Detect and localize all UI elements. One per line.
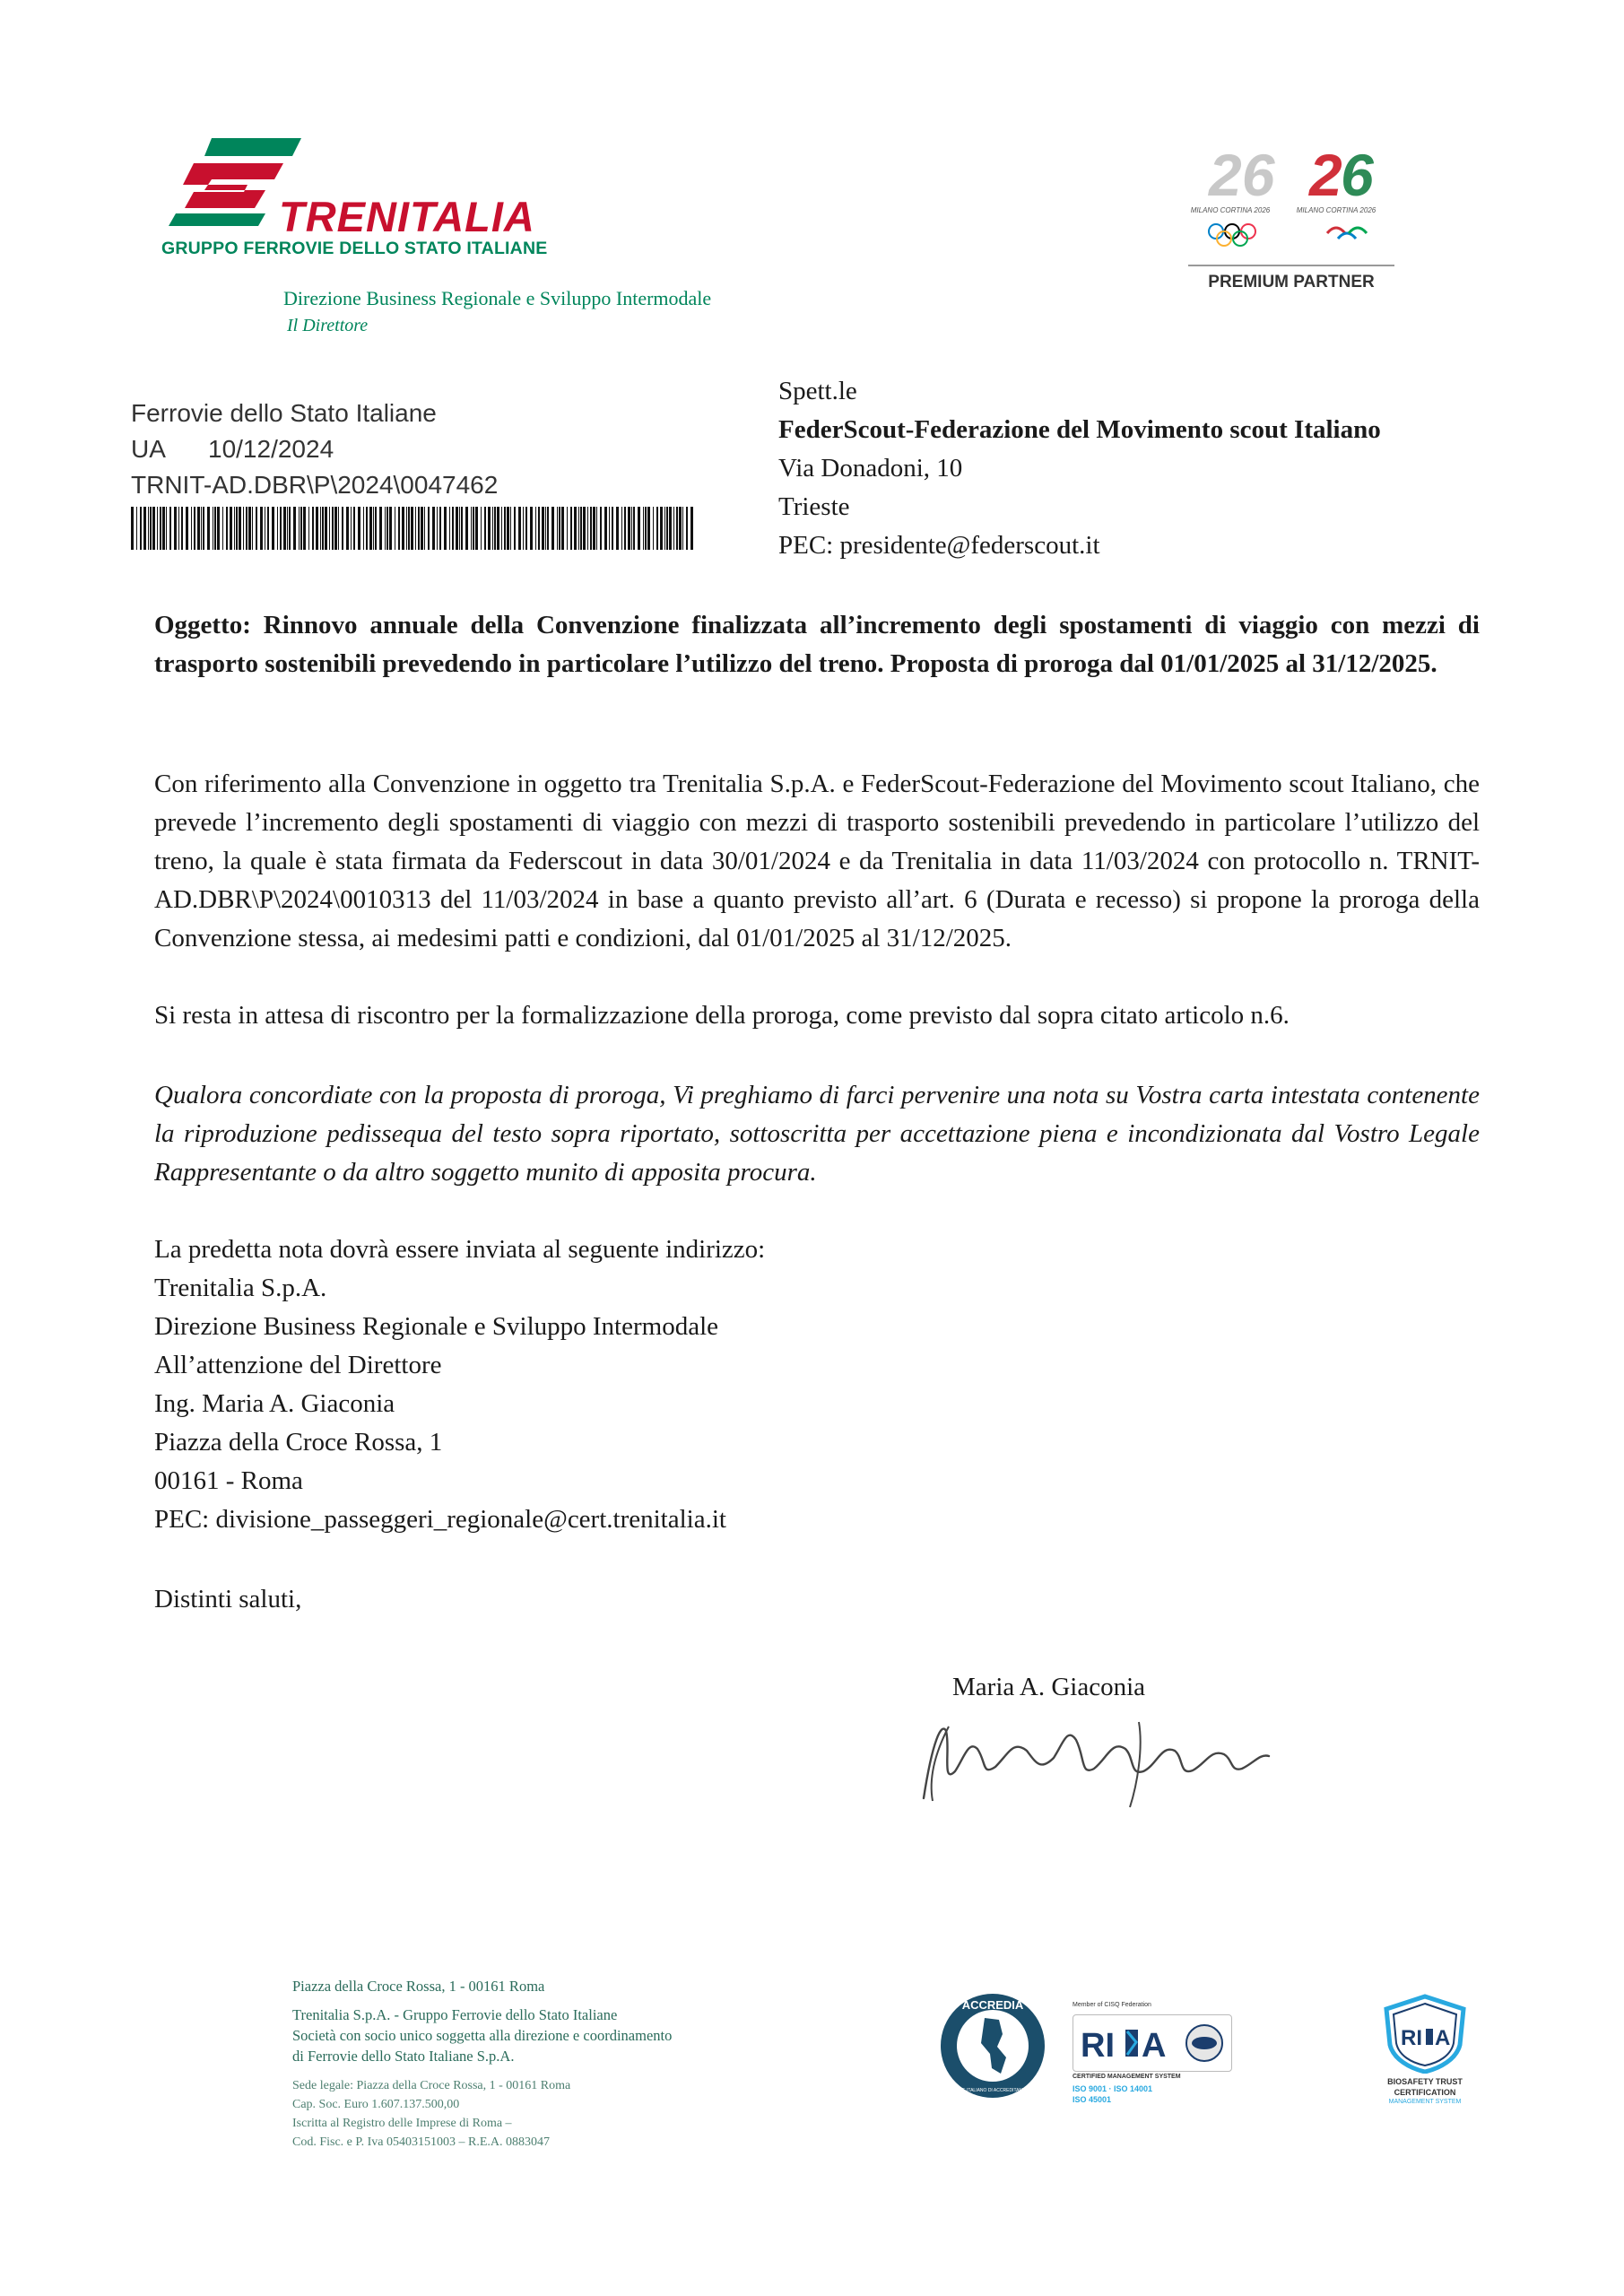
barcode-bar xyxy=(308,507,309,550)
svg-text:26: 26 xyxy=(1209,142,1275,208)
barcode-bar xyxy=(252,507,253,550)
accredia-label: ACCREDIA xyxy=(961,1998,1024,2012)
barcode-bar xyxy=(342,507,343,550)
stamp-date: 10/12/2024 xyxy=(208,435,334,463)
barcode-bar xyxy=(303,507,306,550)
barcode-bar xyxy=(230,507,232,550)
barcode-bar xyxy=(432,507,435,550)
barcode-bar xyxy=(624,507,626,550)
barcode-bar xyxy=(481,507,482,550)
svg-text:RI: RI xyxy=(1081,2027,1115,2065)
barcode-bar xyxy=(131,507,134,550)
barcode-icon xyxy=(131,507,694,550)
barcode-bar xyxy=(475,507,478,550)
address-line: Ing. Maria A. Giaconia xyxy=(154,1389,395,1418)
barcode-bar xyxy=(590,507,592,550)
barcode-bar xyxy=(300,507,302,550)
barcode-bar xyxy=(507,507,509,550)
stamp-org: Ferrovie dello Stato Italiane xyxy=(131,399,437,427)
barcode-bar xyxy=(207,507,210,550)
rina-mark-icon xyxy=(1073,2015,1231,2071)
barcode-bar xyxy=(363,507,364,550)
barcode-bar xyxy=(373,507,374,550)
barcode-bar xyxy=(494,507,496,550)
barcode-bar xyxy=(514,507,516,550)
footer-company-line: di Ferrovie dello Stato Italiane S.p.A. xyxy=(292,2048,515,2065)
rina-bio-caption: MANAGEMENT SYSTEM xyxy=(1388,2099,1462,2105)
barcode-bar xyxy=(604,507,607,550)
handwritten-signature xyxy=(906,1686,1282,1821)
barcode-bar xyxy=(272,507,274,550)
address-line: 00161 - Roma xyxy=(154,1466,303,1495)
barcode-bar xyxy=(492,507,493,550)
barcode-bar xyxy=(574,507,577,550)
barcode-bar xyxy=(559,507,560,550)
barcode-bar xyxy=(194,507,195,550)
barcode-bar xyxy=(178,507,179,550)
barcode-bar xyxy=(424,507,425,550)
barcode-bar xyxy=(283,507,286,550)
barcode-bar xyxy=(136,507,137,550)
barcode-bar xyxy=(484,507,486,550)
svg-text:A: A xyxy=(1435,2026,1451,2050)
barcode-bar xyxy=(580,507,582,550)
rina-iso-text: ISO 9001 · ISO 14001 xyxy=(1073,2084,1153,2093)
barcode-bar xyxy=(421,507,423,550)
recipient-pec: PEC: presidente@federscout.it xyxy=(778,531,1100,560)
barcode-bar xyxy=(465,507,468,550)
rina-mark-frame xyxy=(1073,2014,1232,2072)
barcode-bar xyxy=(676,507,678,550)
barcode-bar xyxy=(267,507,269,550)
barcode-bar xyxy=(459,507,460,550)
barcode-bar xyxy=(525,507,527,550)
barcode-bar xyxy=(186,507,188,550)
barcode-bar xyxy=(439,507,441,550)
barcode-bar xyxy=(452,507,454,550)
barcode-bar xyxy=(236,507,238,550)
rina-bio-subtitle: CERTIFICATION xyxy=(1394,2088,1456,2097)
barcode-bar xyxy=(234,507,235,550)
svg-text:RI: RI xyxy=(1401,2026,1422,2050)
barcode-bar xyxy=(299,507,300,550)
barcode-bar xyxy=(638,507,640,550)
barcode-bar xyxy=(418,507,420,550)
partner-divider xyxy=(1188,265,1394,266)
barcode-bar xyxy=(645,507,647,550)
barcode-bar xyxy=(669,507,672,550)
footer-address: Piazza della Croce Rossa, 1 - 00161 Roma xyxy=(292,1978,545,1995)
address-line: Piazza della Croce Rossa, 1 xyxy=(154,1428,443,1457)
barcode-bar xyxy=(277,507,278,550)
barcode-bar xyxy=(366,507,368,550)
footer-legal-line: Iscritta al Registro delle Imprese di Roma – xyxy=(292,2117,512,2130)
barcode-bar xyxy=(152,507,155,550)
letter-subject: Oggetto: Rinnovo annuale della Convenzione finalizzata all’incremento degli spostamenti di viaggio con mezzi di trasporto sostenibili prevedendo in particolare l’utilizzo del treno. Proposta di proroga dal 01/01/2025 al 31/12/2025. xyxy=(154,611,1480,678)
barcode-bar xyxy=(332,507,334,550)
barcode-bar xyxy=(656,507,658,550)
barcode-bar xyxy=(408,507,410,550)
recipient-name: FederScout-Federazione del Movimento scout Italiano xyxy=(778,415,1381,444)
barcode-bar xyxy=(583,507,586,550)
milano-cortina-logos-icon xyxy=(1184,135,1399,260)
letter-paragraph-3: Qualora concordiate con la proposta di proroga, Vi preghiamo di farci pervenire una nota su Vostra carta intestata contenente la riproduzione pedissequa del testo sopra riportato, sottoscritta per accettazione piena e incondizionata dal Vostro Legale Rappresentante o da altro soggetto munito di apposita procura. xyxy=(154,1081,1480,1187)
partner-event-olympic: MILANO CORTINA 2026 xyxy=(1190,206,1271,214)
barcode-bar xyxy=(203,507,204,550)
barcode-bar xyxy=(214,507,216,550)
barcode-bar xyxy=(612,507,613,550)
barcode-bar xyxy=(217,507,220,550)
barcode-bar xyxy=(578,507,579,550)
barcode-bar xyxy=(386,507,388,550)
rina-system-text: CERTIFIED MANAGEMENT SYSTEM xyxy=(1073,2074,1181,2080)
barcode-bar xyxy=(402,507,404,550)
barcode-bar xyxy=(497,507,499,550)
barcode-bar xyxy=(593,507,595,550)
barcode-bar xyxy=(369,507,372,550)
barcode-bar xyxy=(690,507,693,550)
department-name: Direzione Business Regionale e Sviluppo Intermodale xyxy=(283,287,712,309)
barcode-bar xyxy=(551,507,554,550)
barcode-bar xyxy=(473,507,474,550)
barcode-bar xyxy=(329,507,330,550)
barcode-bar xyxy=(616,507,619,550)
address-line: Trenitalia S.p.A. xyxy=(154,1274,327,1302)
rina-cisq-logo xyxy=(1073,2002,1234,2109)
recipient-salutation: Spett.le xyxy=(778,377,857,405)
barcode-bar xyxy=(346,507,349,550)
brand-name: TRENITALIA xyxy=(279,193,535,240)
footer-company-line: Trenitalia S.p.A. - Gruppo Ferrovie dello Stato Italiane xyxy=(292,2006,618,2023)
barcode-bar xyxy=(501,507,502,550)
barcode-bar xyxy=(312,507,314,550)
barcode-bar xyxy=(686,507,688,550)
barcode-bar xyxy=(289,507,291,550)
barcode-bar xyxy=(415,507,416,550)
recipient-street: Via Donadoni, 10 xyxy=(778,454,963,483)
address-line: All’attenzione del Direttore xyxy=(154,1351,442,1379)
barcode-bar xyxy=(143,507,146,550)
barcode-bar xyxy=(609,507,610,550)
barcode-bar xyxy=(510,507,511,550)
barcode-bar xyxy=(647,507,650,550)
barcode-bar xyxy=(222,507,223,550)
barcode-bar xyxy=(316,507,318,550)
barcode-bar xyxy=(682,507,683,550)
letter-paragraph-1: Con riferimento alla Convenzione in oggetto tra Trenitalia S.p.A. e FederScout-Federazione del Movimento scout Italiano, che prevede l’incremento degli spostamenti di viaggio con mezzi di trasporto sostenibili prevedendo in particolare l’utilizzo del treno, la quale è stata firmata da Federscout in data 30/01/2024 e da Trenitalia in data 11/03/2024 con protocollo n. TRNIT-AD.DBR\P\2024\0010313 del 11/03/2024 in base a quanto previsto all’art. 6 (Durata e recesso) si propone la proroga della Convenzione stessa, ai medesimi patti e condizioni, dal 01/01/2025 al 31/12/2025. xyxy=(154,770,1480,952)
shield-icon xyxy=(1367,1993,1483,2074)
partner-label: PREMIUM PARTNER xyxy=(1208,273,1375,291)
barcode-bar xyxy=(338,507,339,550)
olympic-partner-badge xyxy=(1184,135,1417,305)
barcode-bar xyxy=(157,507,158,550)
barcode-bar xyxy=(523,507,524,550)
barcode-bar xyxy=(334,507,337,550)
barcode-bar xyxy=(243,507,244,550)
closing: Distinti saluti, xyxy=(154,1585,302,1613)
barcode-bar xyxy=(587,507,588,550)
barcode-bar xyxy=(666,507,668,550)
barcode-bar xyxy=(140,507,142,550)
rina-iso-text: ISO 45001 xyxy=(1073,2095,1112,2104)
barcode-bar xyxy=(530,507,533,550)
barcode-bar xyxy=(385,507,386,550)
barcode-bar xyxy=(174,507,177,550)
barcode-bar xyxy=(226,507,228,550)
barcode-bar xyxy=(353,507,355,550)
barcode-bar xyxy=(561,507,564,550)
barcode-bar xyxy=(375,507,377,550)
footer-legal-line: Cod. Fisc. e P. Iva 05403151003 – R.E.A. 0883047 xyxy=(292,2135,550,2149)
barcode-bar xyxy=(621,507,622,550)
barcode-bar xyxy=(246,507,248,550)
barcode-bar xyxy=(535,507,536,550)
accredia-sub-label: L'ENTE ITALIANO DI ACCREDITAMENTO xyxy=(950,2088,1036,2093)
barcode-bar xyxy=(557,507,558,550)
accredia-logo-icon xyxy=(938,1991,1047,2100)
barcode-bar xyxy=(322,507,324,550)
barcode-bar xyxy=(631,507,632,550)
barcode-bar xyxy=(545,507,546,550)
stamp-office: UA xyxy=(131,435,166,463)
barcode-bar xyxy=(162,507,165,550)
barcode-bar xyxy=(596,507,597,550)
barcode-bar xyxy=(567,507,568,550)
barcode-bar xyxy=(287,507,288,550)
barcode-bar xyxy=(358,507,360,550)
barcode-bar xyxy=(488,507,491,550)
footer-legal-line: Sede legale: Piazza della Croce Rossa, 1 - 00161 Roma xyxy=(292,2079,571,2092)
letter-paragraph-2: Si resta in attesa di riscontro per la formalizzazione della proroga, come previsto dal sopra citato articolo n.6. xyxy=(154,1001,1290,1030)
stamp-reference: TRNIT-AD.DBR\P\2024\0047462 xyxy=(131,471,499,499)
trenitalia-logo xyxy=(158,133,561,267)
barcode-bar xyxy=(600,507,602,550)
footer-legal-line: Cap. Soc. Euro 1.607.137.500,00 xyxy=(292,2098,460,2111)
barcode-bar xyxy=(411,507,413,550)
department-role: Il Direttore xyxy=(287,316,369,335)
barcode-bar xyxy=(325,507,327,550)
barcode-bar xyxy=(160,507,161,550)
barcode-bar xyxy=(239,507,241,550)
barcode-bar xyxy=(449,507,450,550)
barcode-bar xyxy=(201,507,202,550)
barcode-bar xyxy=(643,507,644,550)
svg-text:A: A xyxy=(1142,2027,1167,2065)
barcode-bar xyxy=(379,507,382,550)
barcode-bar xyxy=(437,507,438,550)
barcode-bar xyxy=(406,507,407,550)
barcode-bar xyxy=(570,507,572,550)
barcode-bar xyxy=(191,507,192,550)
brand-group: GRUPPO FERROVIE DELLO STATO ITALIANE xyxy=(161,239,548,258)
partner-event-paralympic: MILANO CORTINA 2026 xyxy=(1296,206,1376,214)
rina-member-text: Member of CISQ Federation xyxy=(1073,2002,1151,2008)
barcode-bar xyxy=(320,507,321,550)
barcode-bar xyxy=(664,507,665,550)
barcode-bar xyxy=(280,507,282,550)
barcode-bar xyxy=(351,507,352,550)
rina-biosafety-logo xyxy=(1367,1993,1483,2109)
barcode-bar xyxy=(293,507,296,550)
barcode-bar xyxy=(389,507,392,550)
address-line: Direzione Business Regionale e Sviluppo Intermodale xyxy=(154,1312,718,1341)
barcode-bar xyxy=(547,507,549,550)
recipient-city: Trieste xyxy=(778,492,850,521)
barcode-bar xyxy=(628,507,630,550)
barcode-bar xyxy=(444,507,447,550)
barcode-bar xyxy=(456,507,458,550)
barcode-bar xyxy=(197,507,200,550)
barcode-bar xyxy=(518,507,521,550)
barcode-bar xyxy=(653,507,654,550)
barcode-bar xyxy=(679,507,682,550)
barcode-bar xyxy=(461,507,463,550)
barcode-bar xyxy=(538,507,540,550)
barcode-bar xyxy=(169,507,171,550)
address-intro: La predetta nota dovrà essere inviata al seguente indirizzo: xyxy=(154,1235,766,1264)
barcode-bar xyxy=(256,507,257,550)
footer-company-line: Società con socio unico soggetta alla direzione e coordinamento xyxy=(292,2027,673,2044)
barcode-bar xyxy=(504,507,506,550)
svg-text:2: 2 xyxy=(1309,142,1342,208)
barcode-bar xyxy=(148,507,149,550)
signatory-name: Maria A. Giaconia xyxy=(952,1673,1146,1701)
barcode-bar xyxy=(660,507,663,550)
barcode-bar xyxy=(398,507,400,550)
barcode-bar xyxy=(248,507,251,550)
barcode-bar xyxy=(542,507,544,550)
barcode-bar xyxy=(471,507,472,550)
barcode-bar xyxy=(428,507,430,550)
barcode-bar xyxy=(150,507,152,550)
address-line: PEC: divisione_passeggeri_regionale@cert.trenitalia.it xyxy=(154,1505,726,1534)
barcode-bar xyxy=(673,507,674,550)
svg-text:6: 6 xyxy=(1341,142,1374,208)
barcode-bar xyxy=(166,507,167,550)
barcode-bar xyxy=(260,507,263,550)
barcode-bar xyxy=(181,507,183,550)
rina-bio-title: BIOSAFETY TRUST xyxy=(1387,2077,1463,2086)
barcode-bar xyxy=(633,507,635,550)
